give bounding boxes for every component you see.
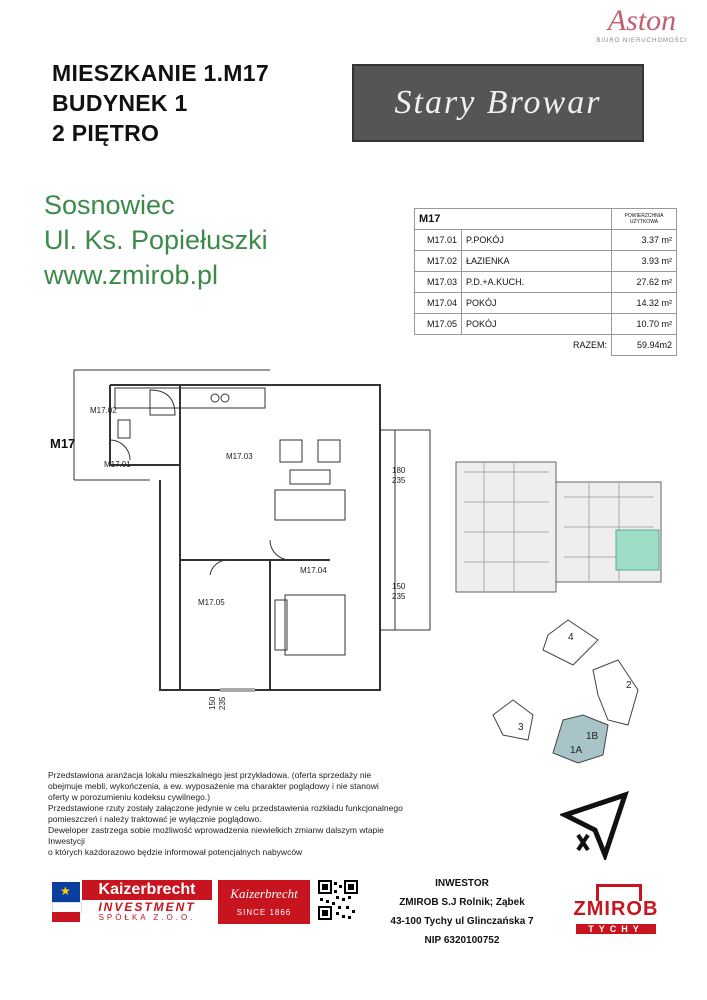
room-name: ŁAZIENKA xyxy=(462,251,612,272)
disclaimer-line: pomieszczeń i należy traktować je wyłącznie poglądowo. xyxy=(48,814,262,824)
eu-flag-icon: ★ xyxy=(52,882,80,902)
kaizerbrecht-script-logo xyxy=(218,880,310,924)
total-label: RAZEM: xyxy=(572,340,607,351)
disclaimer-line: Przedstawiona aranżacja lokalu mieszkalnego jest przykładowa. (oferta sprzedaży nie xyxy=(48,770,372,780)
dimension-label xyxy=(392,582,405,602)
unit-label: M17 xyxy=(50,436,76,451)
stove-burner xyxy=(211,394,219,402)
disclaimer-line: o których każdorazowo będzie informował potencjalnych nabywców xyxy=(48,847,303,857)
kaizerbrecht-logo xyxy=(52,880,212,924)
investor-name: ZMIROB S.J Rolnik; Ząbek xyxy=(399,897,525,908)
dim-top: 150 xyxy=(208,696,217,710)
disclaimer-line: obejmuje mebli, wykończenia, a ew. wyposażenie ma charakter poglądowy i nie stanowi xyxy=(48,781,379,791)
room-code: M17.04 xyxy=(415,293,462,314)
interior-wall xyxy=(180,385,330,560)
apartment-header xyxy=(52,58,269,148)
kaizer-name: Kaizerbrecht xyxy=(82,880,212,900)
building-label-3: 3 xyxy=(518,722,524,733)
kaizer-spolka: SPÓŁKA Z.O.O. xyxy=(98,913,196,922)
stary-browar-logo xyxy=(352,64,644,142)
investor-title: INWESTOR xyxy=(435,878,489,889)
dim-bottom: 235 xyxy=(392,592,406,601)
building-label-4: 4 xyxy=(568,632,574,643)
table-row xyxy=(415,293,677,314)
armchair xyxy=(280,440,302,462)
door-swing xyxy=(210,560,228,575)
room-name: P.D.+A.KUCH. xyxy=(462,272,612,293)
zmirob-logo xyxy=(566,884,666,940)
compass-arrow xyxy=(565,795,625,855)
armchair xyxy=(318,440,340,462)
address-block xyxy=(44,188,268,293)
room-name: P.POKÓJ xyxy=(462,230,612,251)
table-unit-header: M17 xyxy=(415,209,612,230)
disclaimer-line: Deweloper zastrzega sobie możliwość wprowadzenia niewielkich zmianw dalszym wtapie Inwestycji xyxy=(48,825,384,846)
room-name: POKÓJ xyxy=(462,293,612,314)
kaizer-investment: INVESTMENT xyxy=(98,900,196,914)
shower xyxy=(150,390,175,415)
investor-address: 43-100 Tychy ul Glinczańska 7 xyxy=(390,916,534,927)
kaizer-script: Kaizerbrecht xyxy=(230,886,298,901)
site-plan xyxy=(488,615,678,775)
table-row xyxy=(415,251,677,272)
compass-north-x xyxy=(578,835,588,850)
zmirob-name: ZMIROB xyxy=(573,898,659,920)
building-label-2: 2 xyxy=(626,680,632,691)
building-label-1b: 1B xyxy=(586,731,599,742)
website-link[interactable]: www.zmirob.pl xyxy=(44,260,219,290)
rooms-table-container xyxy=(414,208,677,356)
wing-left xyxy=(456,462,556,592)
address-street: Ul. Ks. Popiełuszki xyxy=(44,225,268,255)
dimension-label xyxy=(208,697,228,710)
room-code: M17.02 xyxy=(415,251,462,272)
table-total-row xyxy=(415,335,677,356)
room-label-m1704: M17.04 xyxy=(300,566,327,575)
room-label-m1702: M17.02 xyxy=(90,406,117,415)
dim-bottom: 235 xyxy=(218,696,227,710)
kitchen-counter xyxy=(115,388,265,408)
room-label-m1703: M17.03 xyxy=(226,452,253,461)
dim-top: 150 xyxy=(392,582,406,591)
room-area: 27.62 m² xyxy=(612,272,677,293)
building-floor-overview xyxy=(454,452,669,602)
investor-nip: NIP 6320100752 xyxy=(424,935,500,946)
aston-logo-subtitle: BIURO NIERUCHOMOŚCI xyxy=(596,38,688,44)
room-area: 10.70 m² xyxy=(612,314,677,335)
outer-wall xyxy=(110,385,380,690)
toilet xyxy=(118,420,130,438)
dim-top: 180 xyxy=(392,466,406,475)
investor-info xyxy=(372,874,552,950)
total-value: 59.94m2 xyxy=(612,335,677,356)
aston-logo-name: Aston xyxy=(607,4,677,37)
table-row xyxy=(415,272,677,293)
table-area-header: POWIERZCHNIA UŻYTKOWA xyxy=(612,209,677,230)
dim-bottom: 235 xyxy=(392,476,406,485)
compass-icon xyxy=(560,790,630,860)
table-row xyxy=(415,314,677,335)
floor-plan xyxy=(30,360,450,740)
room-code: M17.01 xyxy=(415,230,462,251)
building-3 xyxy=(493,700,533,740)
room-code: M17.03 xyxy=(415,272,462,293)
building-label: BUDYNEK 1 xyxy=(52,90,188,116)
building-label-1a: 1A xyxy=(570,745,583,756)
apartment-title: MIESZKANIE 1.M17 xyxy=(52,60,269,86)
room-area: 3.37 m² xyxy=(612,230,677,251)
zmirob-city: TYCHY xyxy=(576,924,656,934)
rooms-table xyxy=(414,208,677,356)
building-2 xyxy=(593,660,638,725)
floor-label: 2 PIĘTRO xyxy=(52,120,160,146)
address-city: Sosnowiec xyxy=(44,190,175,220)
highlighted-unit xyxy=(616,530,659,570)
qr-code-icon[interactable] xyxy=(318,880,358,920)
table-row xyxy=(415,230,677,251)
coffee-table xyxy=(290,470,330,484)
room-name: POKÓJ xyxy=(462,314,612,335)
disclaimer-line: Przedstawione rzuty zostały załączone jedynie w celu przedstawienia rozkładu funkcjonalnego xyxy=(48,803,403,813)
stary-browar-text: Stary Browar xyxy=(394,84,602,121)
room-code: M17.05 xyxy=(415,314,462,335)
disclaimer xyxy=(48,770,408,858)
aston-logo xyxy=(582,4,702,44)
disclaimer-line: oferty w porozumieniu kodeksu cywilnego.) xyxy=(48,792,211,802)
room-area: 3.93 m² xyxy=(612,251,677,272)
door-swing xyxy=(110,440,130,460)
bed xyxy=(285,595,345,655)
room-label-m1705: M17.05 xyxy=(198,598,225,607)
room-area: 14.32 m² xyxy=(612,293,677,314)
door-swing xyxy=(270,540,290,560)
stove-burner xyxy=(221,394,229,402)
sofa xyxy=(275,490,345,520)
room-label-m1701: M17.01 xyxy=(104,460,131,469)
poland-flag-red xyxy=(52,912,80,922)
dimension-label xyxy=(392,466,405,486)
since-label: SINCE 1866 xyxy=(236,908,292,917)
